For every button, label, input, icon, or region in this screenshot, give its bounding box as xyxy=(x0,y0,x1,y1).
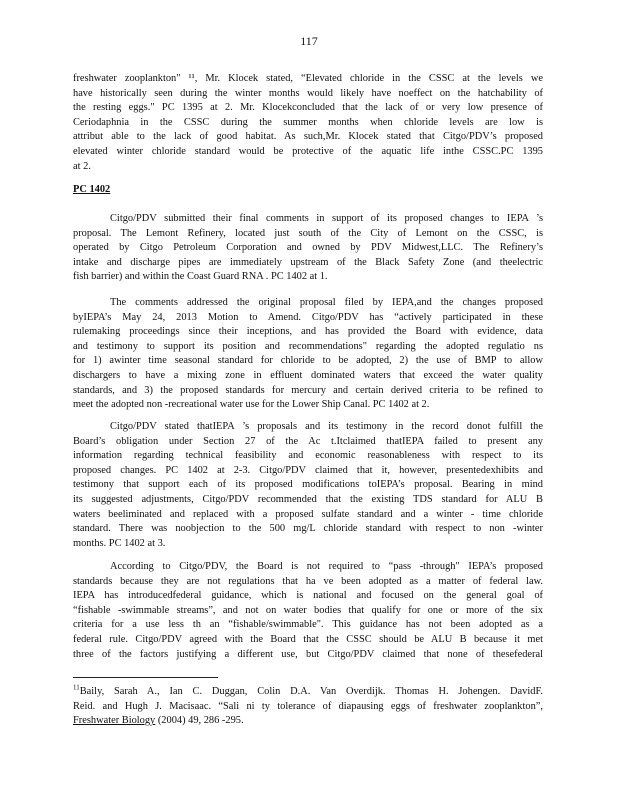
text-line: for 1) awinter time seasonal standard for chloride to be adopted, 2) the use of BMP to allow xyxy=(73,355,543,367)
text-line: testimony that support each of its proposed modifications toIEPA’s proposal. Bearing in mind xyxy=(73,479,543,491)
text-line: dischargers to have a mixing zone in effluent dominated waters that exceed the water quality xyxy=(73,369,543,381)
paragraph-iepa-proposals xyxy=(73,420,543,551)
text-line: Citgo/PDV submitted their final comments in support of its proposed changes to IEPA ’s xyxy=(110,213,543,224)
paragraph-citgo-intro xyxy=(73,212,543,285)
text-line: rulemaking proceedings since their inceptions, and has provided the Board with evidence, data xyxy=(73,326,543,338)
text-line: freshwater zooplankton" ¹¹, Mr. Klocek stated, “Elevated chloride in the CSSC at the levels we xyxy=(73,73,543,84)
text-line: months. PC 1402 at 3. xyxy=(73,537,166,549)
page-number: 117 xyxy=(300,34,318,48)
text-line: and testimony to support its position and recommendations" regarding the adopted regulatio ns xyxy=(73,340,543,352)
footnote-text: Baily, Sarah A., Ian C. Duggan, Colin D.A. Van Overdijk. Thomas H. Johengen. DavidF. xyxy=(79,686,543,697)
text-line: standards because they are not regulations that ha ve been adopted as a matter of federal law. xyxy=(73,575,543,587)
text-line: standards, and 3) the proposed standards for mercury and certain derived criteria to be refined to xyxy=(73,384,543,396)
text-line: information regarding technical feasibility and economic reasonableness with respect to its xyxy=(73,450,543,462)
text-line: meet the adopted non -recreational water use for the Lower Ship Canal. PC 1402 at 2. xyxy=(73,399,430,411)
text-line: elevated winter chloride standard would be protective of the aquatic life inthe CSSC.PC 1395 xyxy=(73,145,543,157)
text-line: The comments addressed the original proposal filed by IEPA,and the changes proposed xyxy=(110,297,543,308)
footnote-marker: 11 xyxy=(73,683,80,692)
text-line: at 2. xyxy=(73,160,91,172)
text-line: Citgo/PDV stated thatIEPA ’s proposals and its testimony in the record donot fulfill the xyxy=(110,421,543,432)
text-line: have historically seen during the winter months would likely have noeffect on the hatchability of xyxy=(73,87,543,99)
text-line: the resting eggs." PC 1395 at 2. Mr. Klocekconcluded that the lack of or very low presence of xyxy=(73,102,543,114)
text-line: waters beeliminated and replaced with a proposed sulfate standard and a winter - time chloride xyxy=(73,508,543,520)
text-line: federal rule. Citgo/PDV agreed with the Board that the CSSC should be ALU B because it met xyxy=(73,633,543,645)
text-line: Board’s obligation under Section 27 of the Ac t.Itclaimed thatIEPA failed to present any xyxy=(73,435,543,447)
text-line: attribut able to the lack of good habitat. As such,Mr. Klocek stated that Citgo/PDV’s proposed xyxy=(73,131,543,143)
paragraph-pass-through xyxy=(73,560,543,662)
text-line: operated by Citgo Petroleum Corporation and owned by PDV Midwest,LLC. The Refinery’s xyxy=(73,242,543,254)
footnote xyxy=(73,685,543,729)
section-heading: PC 1402 xyxy=(73,184,111,195)
text-line: proposed changes. PC 1402 at 2-3. Citgo/PDV claimed that it, however, presentedexhibits and xyxy=(73,464,543,476)
footnote-citation: (2004) 49, 286 -295. xyxy=(155,715,244,727)
text-line: standard. There was noobjection to the 500 mg/L chloride standard with respect to non -winter xyxy=(73,523,543,535)
text-line: byIEPA’s May 24, 2013 Motion to Amend. Citgo/PDV has “actively participated in these xyxy=(73,311,543,323)
text-line: “fishable -swimmable streams”, and not on water bodies that qualify for one or more of the six xyxy=(73,604,543,616)
text-line: proposal. The Lemont Refinery, located just south of the City of Lemont on the CSSC, is xyxy=(73,227,543,239)
text-line: three of the factors justifying a different use, but Citgo/PDV claimed that none of thesefederal xyxy=(73,648,543,660)
text-line: its suggested adjustments, Citgo/PDV recommended that the existing TDS standard for ALU B xyxy=(73,493,543,505)
paragraph-comments xyxy=(73,296,543,413)
footnote-divider xyxy=(73,677,218,678)
text-line: According to Citgo/PDV, the Board is not required to “pass -through" IEPA’s proposed xyxy=(110,561,543,572)
footnote-line xyxy=(73,685,543,700)
footnote-line xyxy=(73,714,543,729)
text-line: criteria for a use less th an “fishable/swimmable". This guidance has not been adopted as a xyxy=(73,619,543,631)
text-line: IEPA has introducedfederal guidance, which is national and focused on the general goal of xyxy=(73,590,543,602)
journal-title: Freshwater Biology xyxy=(73,715,156,727)
text-line: fish barrier) and within the Coast Guard RNA . PC 1402 at 1. xyxy=(73,271,328,283)
text-line: intake and discharge pipes are immediately upstream of the Black Safety Zone (and theelectric xyxy=(73,256,543,268)
paragraph-klocek xyxy=(73,72,543,174)
text-line: Ceriodaphnia in the CSSC during the summer months when chloride levels are low is xyxy=(73,116,543,128)
footnote-line: Reid. and Hugh J. Macisaac. “Sali ni ty tolerance of diapausing eggs of freshwater zooplankton”, xyxy=(73,700,543,712)
